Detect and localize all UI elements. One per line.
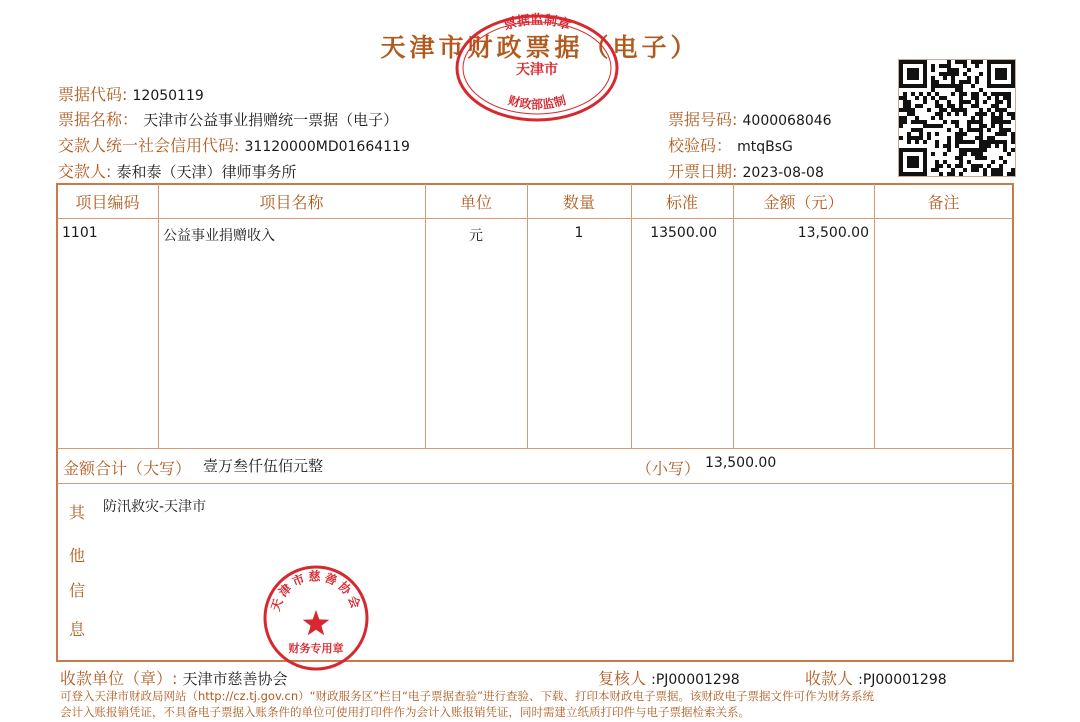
payee-label: 收款单位（章）: xyxy=(60,669,178,688)
other-info-label-1: 其 xyxy=(69,503,86,522)
svg-text:财政部监制 xyxy=(506,92,567,111)
seal-top-bottom-text: 财政部监制 xyxy=(506,93,568,112)
other-info-value: 防汛救灾-天津市 xyxy=(103,499,207,515)
footer-note-line-1: 可登入天津市财政局网站（http://cz.tj.gov.cn）“财政服务区”栏目“电子票据查验”进行查验、下载、打印本财政电子票据。该财政电子票据文件可作为财务系统 xyxy=(60,689,874,703)
other-info-label-2: 他 xyxy=(69,546,86,565)
seal-top-arc-text: 票据监制章 xyxy=(501,12,573,34)
finance-supervision-seal xyxy=(452,12,622,124)
svg-text:天津市慈善协会 xyxy=(267,568,364,612)
bill-name-row xyxy=(58,107,398,130)
finance-special-seal xyxy=(260,562,372,674)
row-amount: 13,500.00 xyxy=(797,225,869,241)
other-info-label-3: 信 xyxy=(69,581,86,600)
col-header-amount: 金额（元） xyxy=(763,193,844,212)
reviewer-row xyxy=(598,666,740,689)
col-header-name: 项目名称 xyxy=(259,193,324,212)
credit-code-value: 31120000MD01664119 xyxy=(244,139,410,155)
payer-row xyxy=(58,159,297,182)
seal-bottom-center-text: 财务专用章 xyxy=(288,642,344,655)
row-unit: 元 xyxy=(469,228,483,244)
total-lower-label: （小写） xyxy=(636,459,701,478)
bill-code-value: 12050119 xyxy=(132,88,204,104)
payer-label: 交款人: xyxy=(58,162,112,181)
col-header-unit: 单位 xyxy=(459,193,492,212)
reviewer-value: :PJ00001298 xyxy=(651,672,740,688)
check-code-label: 校验码： xyxy=(668,136,733,155)
qr-code-icon xyxy=(898,59,1016,177)
bill-name-label: 票据名称： xyxy=(58,110,139,129)
seal-bottom-ring-text: 天津市慈善协会 xyxy=(268,569,364,613)
payee-value: 天津市慈善协会 xyxy=(182,670,288,688)
col-header-code: 项目编码 xyxy=(75,193,140,212)
issue-date-row xyxy=(668,159,824,182)
seal-top-center-text: 天津市 xyxy=(516,62,558,78)
check-code-row xyxy=(668,133,793,156)
bill-code-label: 票据代码: xyxy=(58,85,128,104)
credit-code-label: 交款人统一社会信用代码: xyxy=(58,136,240,155)
bill-number-label: 票据号码: xyxy=(668,110,738,129)
reviewer-label: 复核人 xyxy=(598,669,647,688)
issue-date-label: 开票日期: xyxy=(668,162,738,181)
col-header-qty: 数量 xyxy=(562,193,595,212)
total-lower-value: 13,500.00 xyxy=(705,455,777,471)
bill-code-row xyxy=(58,82,204,105)
check-code-value: mtqBsG xyxy=(737,139,793,155)
other-info-label-4: 息 xyxy=(69,620,86,639)
col-header-standard: 标准 xyxy=(665,193,698,212)
row-qty: 1 xyxy=(574,225,584,241)
payer-value: 泰和泰（天津）律师事务所 xyxy=(116,163,297,181)
bill-table xyxy=(56,183,1014,662)
bill-number-value: 4000068046 xyxy=(742,113,832,129)
bill-number-row xyxy=(668,107,832,130)
receiver-label: 收款人 xyxy=(805,669,854,688)
payee-row xyxy=(60,666,288,689)
page-title: 天津市财政票据（电子） xyxy=(380,33,700,62)
credit-code-row xyxy=(58,133,410,156)
footer-note-line-2: 会计入账报销凭证，不具备电子票据入账条件的单位可使用打印件作为会计入账报销凭证，同时需建立纸质打印件与电子票据检索关系。 xyxy=(60,705,750,719)
total-upper-label: 金额合计（大写） xyxy=(63,459,192,478)
row-code: 1101 xyxy=(62,225,98,241)
row-name: 公益事业捐赠收入 xyxy=(163,228,275,244)
receiver-value: :PJ00001298 xyxy=(858,672,947,688)
col-header-note: 备注 xyxy=(927,193,960,212)
issue-date-value: 2023-08-08 xyxy=(742,165,824,181)
svg-text:票据监制章 xyxy=(502,12,573,34)
row-standard: 13500.00 xyxy=(650,225,717,241)
total-upper-value: 壹万叁仟伍佰元整 xyxy=(203,457,324,475)
star-icon xyxy=(303,610,330,635)
receiver-row xyxy=(805,666,947,689)
bill-name-value: 天津市公益事业捐赠统一票据（电子） xyxy=(143,111,399,129)
